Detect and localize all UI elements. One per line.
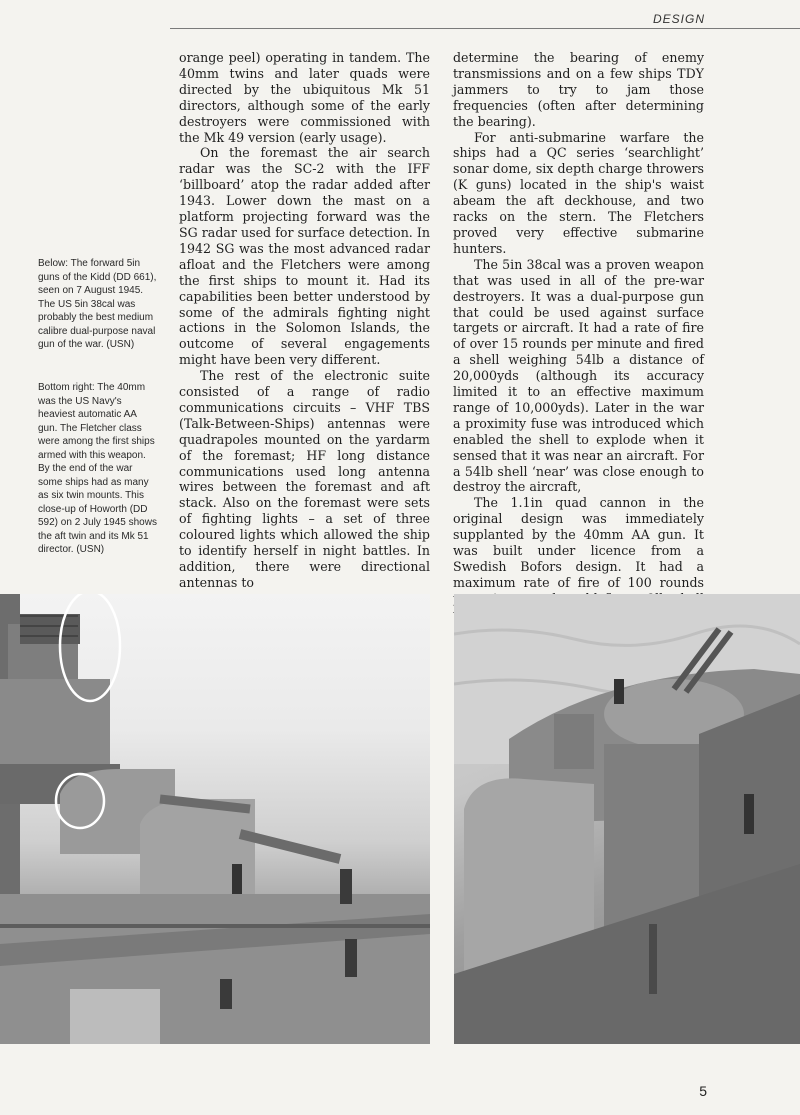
text-column-1 [179, 50, 430, 591]
paragraph: On the foremast the air search radar was the SC-2 with the IFF ‘billboard’ atop the radar added after 1943. Lower down the mast on a platform projecting forward was the SG radar used for surface detection. In 1942 SG was the most advanced radar afloat and the Fletchers were among the first ships to mount it. Had its capabilities been better understood by some of the admirals fighting night actions in the Solomon Islands, the outcome of several engagements might have been very different. [179, 145, 430, 368]
caption-forward-guns: Below: The forward 5in guns of the Kidd (DD 661), seen on 7 August 1945. The US 5in 38cal was probably the best medium calibre dual-purpose naval gun of the war. (USN) [38, 258, 157, 350]
paragraph: orange peel) operating in tandem. The 40mm twins and later quads were directed by the ubiquitous Mk 51 directors, although some of the early destroyers were commissioned with the Mk 49 version (early usage). [179, 50, 430, 145]
section-label: DESIGN [652, 12, 705, 26]
page-number: 5 [699, 1083, 707, 1099]
paragraph: The 1.1in quad cannon in the original design was immediately supplanted by the 40mm AA gun. It was built under licence from a Swedish Bofors design. It had a maximum rate of fire of 100 rounds [453, 495, 704, 590]
paragraph: For anti-submarine warfare the ships had a QC series ‘searchlight’ sonar dome, six depth charge throwers (K guns) located in the ship's waist abeam the aft deckhouse, and two racks on the stern. The Fletchers proved very effective submarine hunters. [453, 129, 704, 256]
header-rule [170, 28, 800, 29]
photo-kidd-forward-guns [0, 594, 430, 1044]
text-column-2 [453, 50, 704, 623]
caption-40mm-gun: Bottom right: The 40mm was the US Navy's heaviest automatic AA gun. The Fletcher class were among the first ships armed with this weapon. By the end of the war some ships had as many as six twin mounts. This close-up of Howorth (DD 592) on 2 July 1945 shows the aft twin and its Mk 51 director. (USN) [38, 382, 157, 555]
paragraph: The rest of the electronic suite consisted of a range of radio communications circuits – VHF TBS (Talk-Between-Ships) antennas were quadrapoles mounted on the yardarm of the foremast; HF long distance communications used long antenna wires between the foremast and aft stack. Also on the foremast were sets of fighting lights – a set of three coloured lights which allowed the ship to identify herself in night battles. In addition, there were directional antennas to [179, 368, 430, 590]
photo-howorth-40mm-twin [454, 594, 800, 1044]
paragraph: The 5in 38cal was a proven weapon that was used in all of the pre-war destroyers. It was a dual-purpose gun that could be used against surface targets or aircraft. It had a rate of fire of over 15 rounds per minute and fired a shell weighing 54lb a distance of 20,000yds (although its accuracy limited it to an effective maximum range of 10,000yds). Later in the war a proximity fuse was introduced which enabled the shell to explode when it sensed that it was near an aircraft. For a 54lb shell ‘near’ was close enough to destroy the aircraft, [453, 256, 704, 495]
paragraph: determine the bearing of enemy transmissions and on a few ships TDY jammers to try to jam those frequencies (often after determining the bearing). [453, 50, 704, 129]
